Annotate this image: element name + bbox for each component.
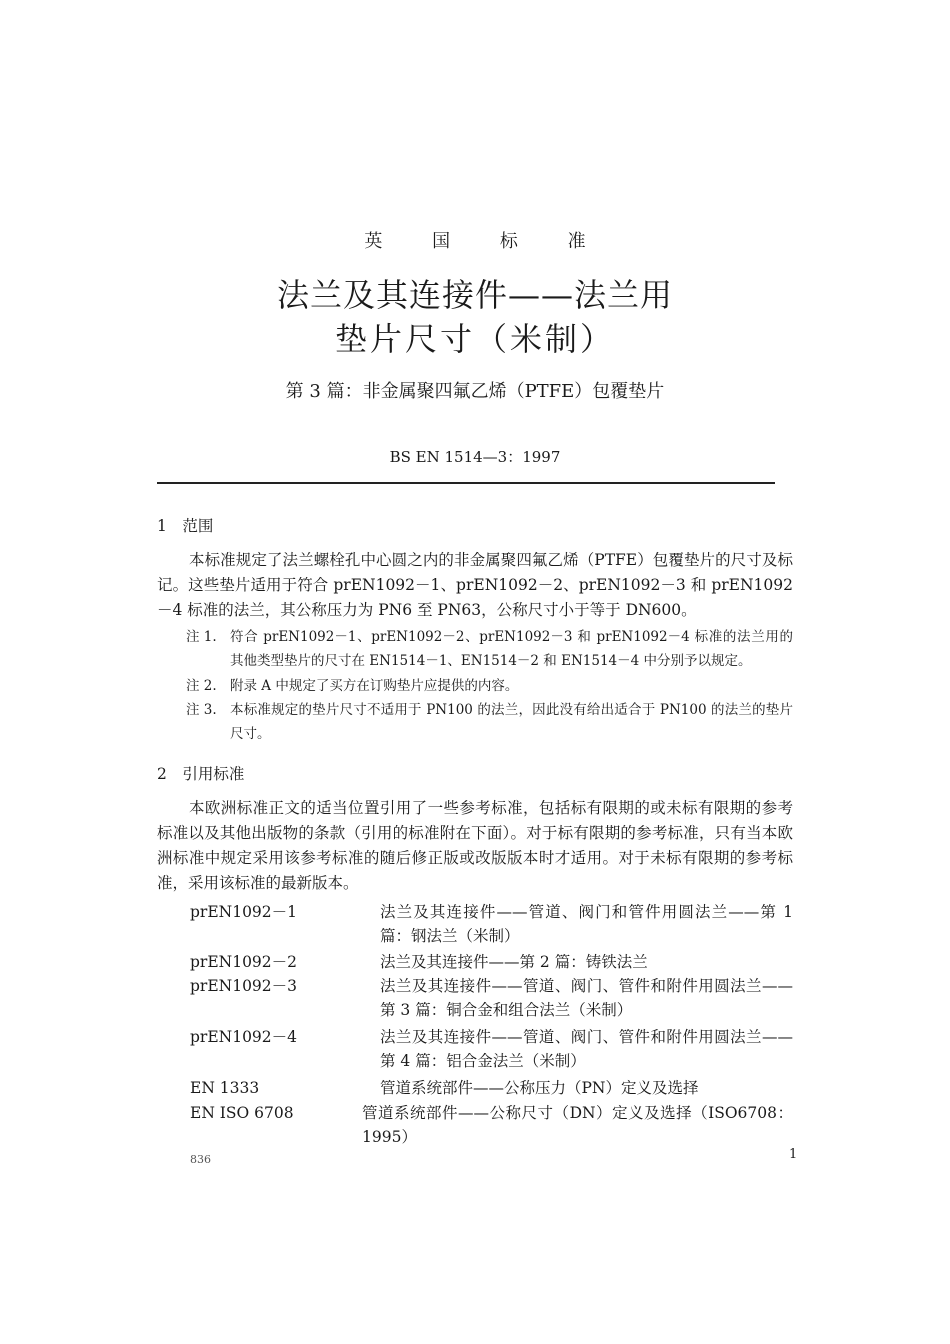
note-text: 本标准规定的垫片尺寸不适用于 PN100 的法兰，因此没有给出适合于 PN100 的法兰的垫片尺寸。 — [230, 702, 793, 742]
note-text: 附录 A 中规定了买方在订购垫片应提供的内容。 — [230, 678, 519, 694]
reference-code: prEN1092－3 — [190, 977, 298, 995]
section-2-paragraph: 本欧洲标准正文的适当位置引用了一些参考标准，包括标有限期的或未标有限期的参考标准以及其他出版物的条款（引用的标准附在下面）。对于标有限期的参考标准，只有当本欧洲标准中规定采用该参考标准的随后修正版或改版版本时才适用。对于未标有限期的参考标准，采用该标准的最新版本。 — [157, 799, 793, 892]
reference-row — [190, 1025, 793, 1073]
page-number: 1 — [789, 1147, 798, 1162]
section-2-heading: 2 引用标准 — [157, 765, 245, 783]
standard-code: BS EN 1514—3：1997 — [389, 448, 561, 466]
reference-row — [190, 1101, 793, 1149]
reference-code: EN 1333 — [190, 1079, 260, 1097]
reference-code: prEN1092－4 — [190, 1028, 298, 1046]
reference-row — [190, 1076, 793, 1100]
reference-title: 法兰及其连接件——管道、阀门、管件和附件用圆法兰——第 4 篇：铝合金法兰（米制） — [380, 1028, 793, 1070]
note-3 — [186, 698, 793, 746]
document-subtitle: 第 3 篇：非金属聚四氟乙烯（PTFE）包覆垫片 — [285, 381, 665, 402]
reference-title: 管道系统部件——公称压力（PN）定义及选择 — [380, 1079, 699, 1097]
reference-title: 法兰及其连接件——管道、阀门和管件用圆法兰——第 1 篇：钢法兰（米制） — [380, 903, 793, 945]
document-category: 英 国 标 准 — [364, 231, 608, 252]
reference-code: prEN1092－2 — [190, 953, 298, 971]
reference-code: EN ISO 6708 — [190, 1104, 294, 1122]
note-text: 符合 prEN1092－1、prEN1092－2、prEN1092－3 和 prEN1092－4 标准的法兰用的其他类型垫片的尺寸在 EN1514－1、EN1514－2 和 EN1514－4 中分别予以规定。 — [230, 629, 793, 669]
reference-row — [190, 974, 793, 1022]
note-1 — [186, 625, 793, 673]
reference-title: 管道系统部件——公称尺寸（DN）定义及选择（ISO6708：1995） — [362, 1104, 793, 1146]
document-title-line-2: 垫片尺寸（米制） — [334, 320, 615, 358]
section-1-paragraph: 本标准规定了法兰螺栓孔中心圆之内的非金属聚四氟乙烯（PTFE）包覆垫片的尺寸及标记。这些垫片适用于符合 prEN1092－1、prEN1092－2、prEN1092－3 和 prEN1092－4 标准的法兰，其公称压力为 PN6 至 PN63，公称尺寸小于等于 DN600。 — [157, 551, 793, 619]
reference-row — [190, 900, 793, 948]
cut-off-page-number: 836 — [190, 1153, 211, 1166]
reference-title: 法兰及其连接件——管道、阀门、管件和附件用圆法兰——第 3 篇：铜合金和组合法兰（米制） — [380, 977, 793, 1019]
reference-code: prEN1092－1 — [190, 903, 298, 921]
reference-row — [190, 950, 793, 974]
title-divider — [157, 482, 775, 484]
note-label: 注 2. — [186, 678, 217, 694]
reference-title: 法兰及其连接件——第 2 篇：铸铁法兰 — [380, 953, 648, 971]
note-label: 注 3. — [186, 702, 217, 718]
note-label: 注 1. — [186, 629, 217, 645]
note-2 — [186, 674, 793, 698]
document-title-line-1: 法兰及其连接件——法兰用 — [276, 276, 673, 314]
section-1-heading: 1 范围 — [157, 517, 214, 535]
